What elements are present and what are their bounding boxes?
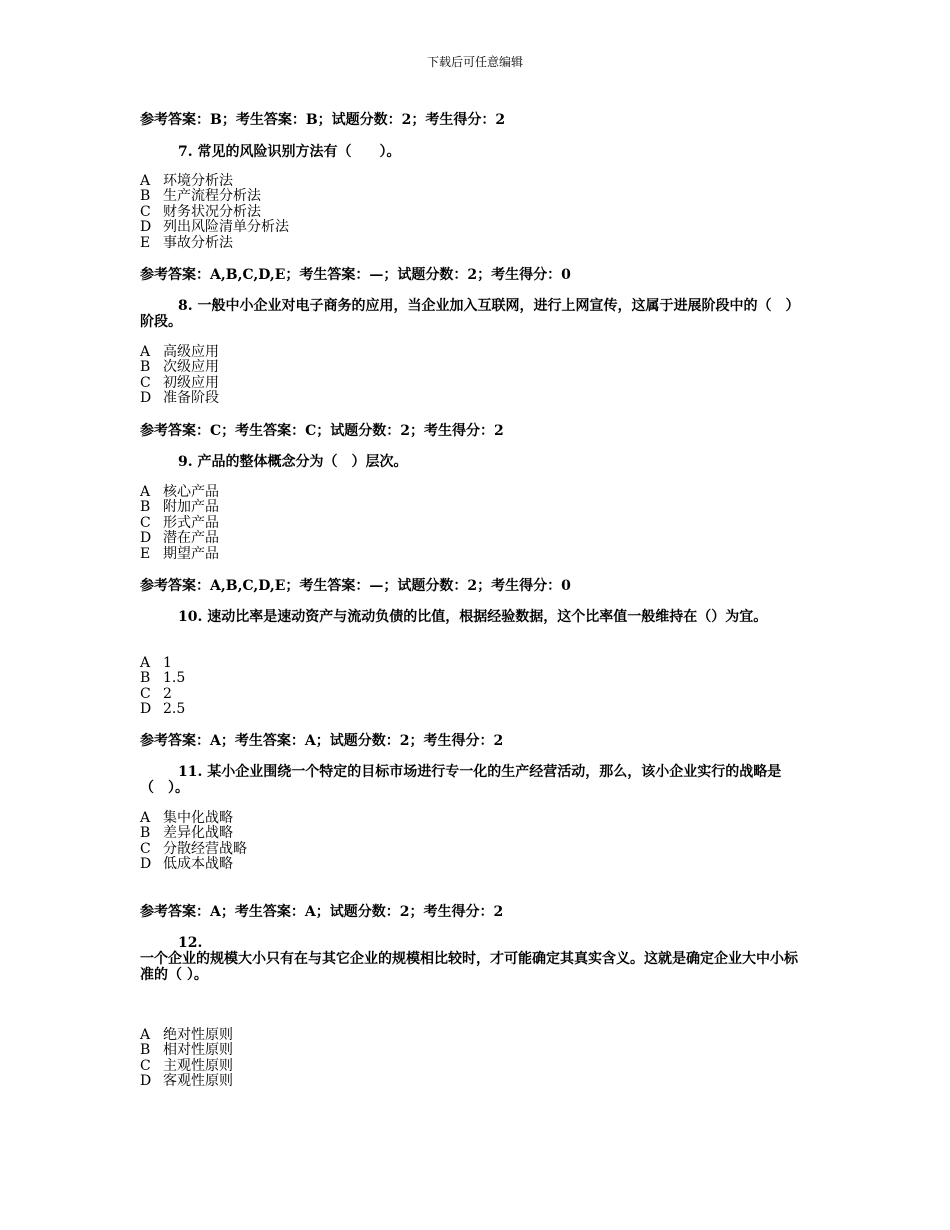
options-list [140,1028,233,1090]
option-b: B 附加产品 [140,499,219,516]
option-c: C 形式产品 [140,514,219,531]
question-number: 11. [178,764,203,780]
option-c: C 主观性原则 [140,1057,233,1074]
question-10 [140,609,810,625]
option-c: C 初级应用 [140,374,219,391]
question-text: 产品的整体概念分为（ ）层次。 [197,454,408,470]
option-b: B 1.5 [140,670,186,687]
answer-line: 参考答案：A；考生答案：A；试题分数：2；考生得分：2 [140,904,504,920]
question-text: 常见的风险识别方法有（ ）。 [197,144,401,160]
question-text: 一个企业的规模大小只有在与其它企业的规模相比较时，才可能确定其真实含义。这就是确定企业大中小标准的（ ）。 [140,951,798,983]
answer-line: 参考答案：C；考生答案：C；试题分数：2；考生得分：2 [140,423,504,439]
question-number: 8. [178,298,193,314]
option-a: A 环境分析法 [140,173,233,189]
question-8 [140,298,810,330]
option-a: A 绝对性原则 [140,1027,233,1043]
option-b: B 相对性原则 [140,1042,233,1059]
options-list [140,174,289,251]
question-text: 速动比率是速动资产与流动负债的比值，根据经验数据，这个比率值一般维持在（）为宜。 [207,609,768,625]
option-d: D 潜在产品 [140,530,219,547]
option-d: D 低成本战略 [140,856,233,873]
question-7 [140,144,810,160]
answer-line: 参考答案：A,B,C,D,E；考生答案：—；试题分数：2；考生得分：0 [140,267,571,283]
options-list [140,656,185,718]
option-d: D 2.5 [140,701,186,718]
question-text: 一般中小企业对电子商务的应用，当企业加入互联网，进行上网宣传，这属于进展阶段中的（ ）阶段。 [140,298,800,330]
option-e: E 期望产品 [140,545,219,562]
question-11 [140,764,810,796]
page-header: 下载后可任意编辑 [426,55,523,69]
option-e: E 事故分析法 [140,234,233,251]
question-9 [140,454,810,470]
answer-line: 参考答案：A,B,C,D,E；考生答案：—；试题分数：2；考生得分：0 [140,578,571,594]
question-text: 某小企业围绕一个特定的目标市场进行专一化的生产经营活动，那么，该小企业实行的战略是（ ）。 [140,764,782,796]
options-list [140,345,219,407]
option-c: C 分散经营战略 [140,840,247,857]
question-number: 10. [178,609,203,625]
option-c: C 财务状况分析法 [140,203,261,220]
option-a: A 1 [140,655,172,671]
option-a: A 集中化战略 [140,810,233,826]
option-b: B 生产流程分析法 [140,188,261,205]
option-a: A 高级应用 [140,344,219,360]
option-a: A 核心产品 [140,484,219,500]
question-12 [140,935,810,983]
question-number: 9. [178,454,193,470]
option-c: C 2 [140,685,172,702]
question-number: 12. [178,935,203,951]
option-b: B 次级应用 [140,359,219,376]
option-b: B 差异化战略 [140,825,233,842]
answer-line: 参考答案：B；考生答案：B；试题分数：2；考生得分：2 [140,112,506,128]
options-list [140,485,219,562]
option-d: D 客观性原则 [140,1073,233,1090]
question-number: 7. [178,144,193,160]
option-d: D 列出风险清单分析法 [140,219,289,236]
options-list [140,811,247,873]
option-d: D 准备阶段 [140,390,219,407]
answer-line: 参考答案：A；考生答案：A；试题分数：2；考生得分：2 [140,733,504,749]
